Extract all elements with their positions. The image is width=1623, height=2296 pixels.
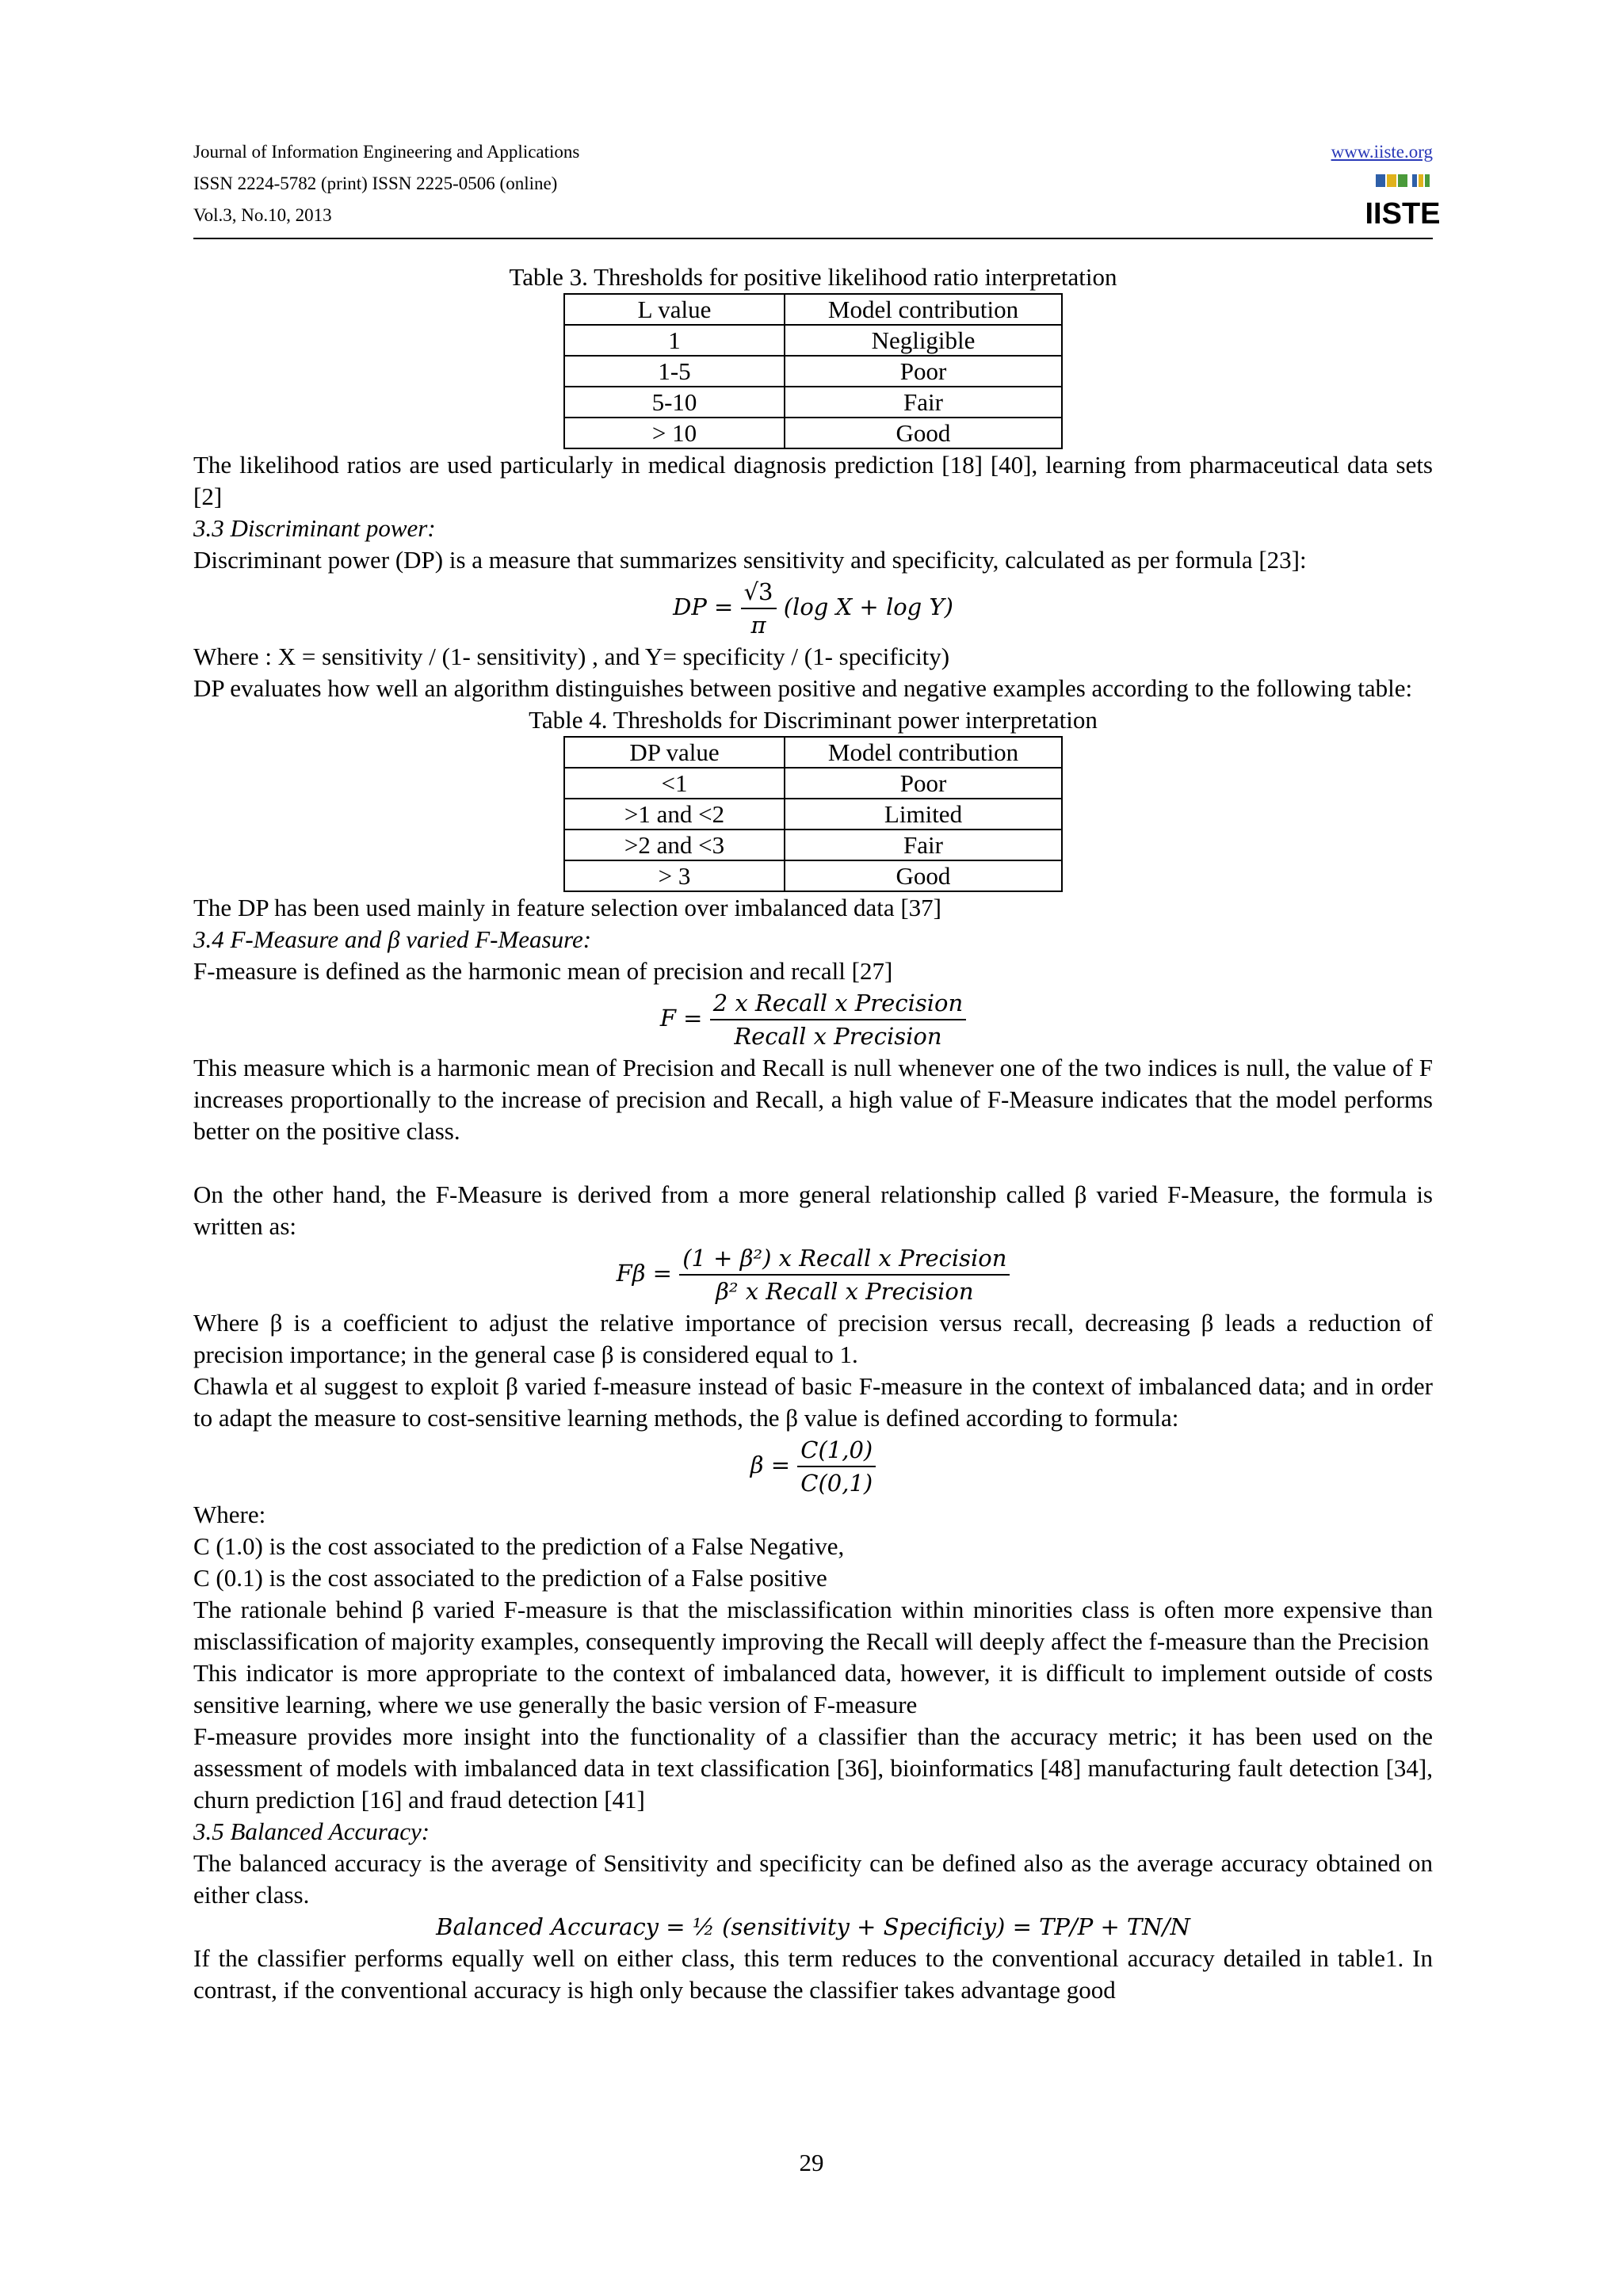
paragraph: Discriminant power (DP) is a measure that summarizes sensitivity and specificity, calculated as per formula [23]: <box>193 546 1307 574</box>
paragraph: F-measure provides more insight into the functionality of a classifier than the accuracy metric; it has been used on the assessment of models with imbalanced data in text classification [36], bioinformatics [48] manufacturing fault detection [34], churn prediction [16] and fraud detection [41] <box>193 1722 1433 1814</box>
f-beta-formula: Fβ = $\frac{\text{(1 + β²) x Recall x Precision}}{\text{β² x Recall x Precision}}$ <box>193 1242 1433 1307</box>
paragraph: The likelihood ratios are used particularly in medical diagnosis prediction [18] [40], learning from pharmaceutical data sets [2] <box>193 451 1433 510</box>
section-3-3-heading: 3.3 Discriminant power: <box>193 514 436 542</box>
paragraph: C (0.1) is the cost associated to the prediction of a False positive <box>193 1564 827 1592</box>
paragraph: Where β is a coefficient to adjust the relative importance of precision versus recall, decreasing β leads a reduction of precision importance; in the general case β is considered equal to 1. <box>193 1309 1433 1368</box>
paragraph: The rationale behind β varied F-measure is that the misclassification within minorities class is often more expensive than misclassification of majority examples, consequently improving the Recall will deeply affect the f-measure than the Precision <box>193 1596 1433 1655</box>
journal-info <box>193 136 579 231</box>
f-measure-formula: F = $\frac{\text{2 x Recall x Precision}}{\text{Recall x Precision}}$ <box>193 987 1433 1052</box>
table3-caption: Table 3. Thresholds for positive likelihood ratio interpretation <box>509 263 1117 291</box>
paragraph: The balanced accuracy is the average of Sensitivity and specificity can be defined also as the average accuracy obtained on either class. <box>193 1849 1433 1909</box>
page-number: 29 <box>799 2149 824 2176</box>
page-body <box>193 261 1433 2006</box>
journal-url-link[interactable]: www.iiste.org <box>1331 142 1433 162</box>
paragraph: DP evaluates how well an algorithm distinguishes between positive and negative examples according to the following table: <box>193 674 1413 702</box>
paragraph: Chawla et al suggest to exploit β varied f-measure instead of basic F-measure in the context of imbalanced data; and in order to adapt the measure to cost-sensitive learning methods, the β value is defined according to formula: <box>193 1372 1433 1432</box>
journal-title: Journal of Information Engineering and Applications <box>193 142 580 162</box>
journal-volume: Vol.3, No.10, 2013 <box>193 205 332 225</box>
balanced-accuracy-formula: Balanced Accuracy = ½ (sensitivity + Specificiy) = TP/P + TN/N <box>436 1913 1190 1940</box>
paragraph: This measure which is a harmonic mean of Precision and Recall is null whenever one of the two indices is null, the value of F increases proportionally to the increase of precision and Recall, a high value of F-Measure indicates that the model performs better on the positive class. <box>193 1054 1433 1145</box>
svg-text:IISTE: IISTE <box>1365 197 1441 231</box>
iiste-logo <box>1365 173 1441 231</box>
table-row: 1-5 Poor <box>564 356 1062 387</box>
table-row: > 3 Good <box>564 860 1062 891</box>
table4 <box>563 736 1063 892</box>
paragraph: On the other hand, the F-Measure is derived from a more general relationship called β varied F-Measure, the formula is written as: <box>193 1180 1433 1240</box>
paragraph: Where : X = sensitivity / (1- sensitivity) , and Y= specificity / (1- specificity) <box>193 643 950 670</box>
beta-formula: β = $\frac{C(1,0)}{C(0,1)}$ <box>193 1434 1433 1499</box>
dp-formula: DP = $\frac{√3}{\pi}$ (log X + log Y) <box>193 576 1433 641</box>
paragraph: If the classifier performs equally well on either class, this term reduces to the conventional accuracy detailed in table1. In contrast, if the conventional accuracy is high only because the classifier takes advantage good <box>193 1944 1433 2004</box>
section-3-4-heading: 3.4 F-Measure and β varied F-Measure: <box>193 925 592 953</box>
table3 <box>563 293 1063 449</box>
table-row: <1 Poor <box>564 768 1062 799</box>
section-3-5-heading: 3.5 Balanced Accuracy: <box>193 1817 430 1845</box>
table-row: 5-10 Fair <box>564 387 1062 418</box>
table4-caption: Table 4. Thresholds for Discriminant power interpretation <box>529 706 1098 734</box>
table-row: >1 and <2 Limited <box>564 799 1062 830</box>
journal-issn: ISSN 2224-5782 (print) ISSN 2225-0506 (online) <box>193 174 558 193</box>
paragraph: F-measure is defined as the harmonic mean of precision and recall [27] <box>193 957 893 985</box>
table-row: 1 Negligible <box>564 325 1062 356</box>
table-row: L value Model contribution <box>564 294 1062 325</box>
table-row: DP value Model contribution <box>564 737 1062 768</box>
table-row: > 10 Good <box>564 418 1062 448</box>
paragraph: C (1.0) is the cost associated to the prediction of a False Negative, <box>193 1532 845 1560</box>
paragraph: This indicator is more appropriate to the context of imbalanced data, however, it is difficult to implement outside of costs sensitive learning, where we use generally the basic version of F-measure <box>193 1659 1433 1718</box>
page-header <box>193 136 1441 239</box>
header-rule <box>193 238 1433 239</box>
paragraph: Where: <box>193 1501 266 1528</box>
table-row: >2 and <3 Fair <box>564 830 1062 860</box>
paragraph: The DP has been used mainly in feature selection over imbalanced data [37] <box>193 894 942 921</box>
